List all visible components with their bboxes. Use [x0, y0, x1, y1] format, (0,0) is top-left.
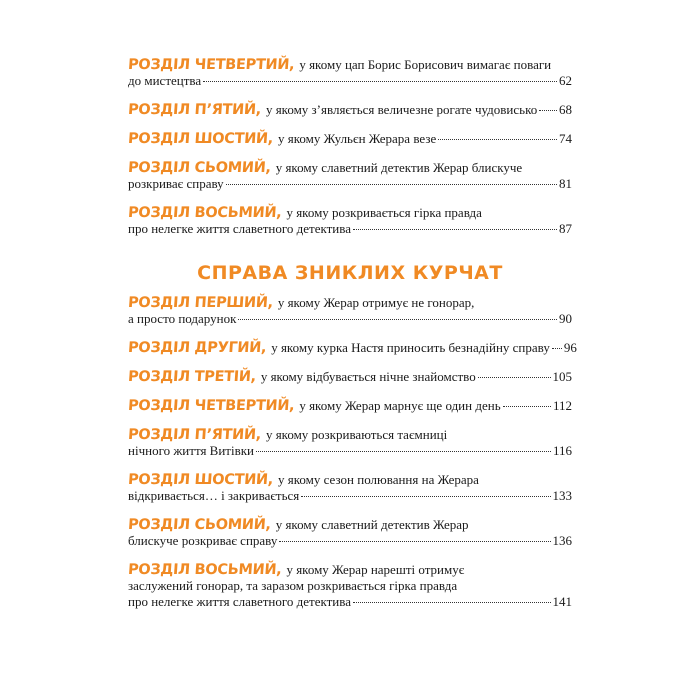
toc-entry[interactable] [128, 472, 572, 504]
page-number: 74 [559, 131, 572, 146]
toc-entry[interactable] [128, 398, 572, 414]
toc-entry-first-line [128, 517, 572, 533]
toc-entry-first-line [128, 102, 572, 118]
chapter-heading: РОЗДІЛ ВОСЬМИЙ, [127, 205, 282, 221]
dot-leader [353, 602, 550, 603]
chapter-heading: РОЗДІЛ П’ЯТИЙ, [127, 427, 262, 443]
dot-leader [279, 541, 550, 542]
chapter-description: нічного життя Витівки [128, 443, 255, 458]
chapter-heading: РОЗДІЛ ШОСТИЙ, [127, 131, 274, 147]
chapter-description: у якому розкривається гірка правда [286, 205, 482, 220]
story-title: СПРАВА ЗНИКЛИХ КУРЧАТ [197, 262, 503, 284]
chapter-heading: РОЗДІЛ ВОСЬМИЙ, [127, 562, 282, 578]
dot-leader [438, 139, 557, 140]
dot-leader [539, 110, 557, 111]
chapter-description: у якому Жульєн Жерара везе [278, 131, 437, 146]
chapter-description: у якому Жерар отримує не гонорар, [277, 295, 475, 310]
toc-entry-first-line [128, 131, 572, 147]
chapter-description: у якому цап Борис Борисович вимагає поваги [299, 57, 552, 72]
toc-entry[interactable] [128, 369, 572, 385]
toc-entry[interactable] [128, 562, 572, 610]
toc-entry-first-line [127, 340, 577, 356]
page-number: 81 [559, 176, 572, 191]
chapter-description: у якому розкриваються таємниці [265, 427, 448, 442]
toc-entry-continuation-line [128, 73, 572, 89]
toc-entry[interactable] [128, 295, 572, 327]
toc-section-1 [128, 57, 572, 250]
page-number: 141 [552, 594, 572, 609]
chapter-description: про нелегке життя славетного детектива [128, 594, 352, 609]
toc-entry-first-line [128, 562, 572, 578]
dot-leader [256, 451, 551, 452]
toc-entry-first-line [128, 472, 572, 488]
page-number: 90 [559, 311, 572, 326]
toc-entry-first-line [128, 369, 572, 385]
chapter-description: а просто подарунок [128, 311, 237, 326]
dot-leader [238, 319, 557, 320]
chapter-heading: РОЗДІЛ СЬОМИЙ, [127, 160, 272, 176]
chapter-description: розкриває справу [128, 176, 224, 191]
chapter-description: у якому сезон полювання на Жерара [278, 472, 479, 487]
dot-leader [203, 81, 557, 82]
dot-leader [552, 348, 562, 349]
page-number: 136 [552, 533, 572, 548]
toc-entry[interactable] [128, 102, 572, 118]
dot-leader [353, 229, 557, 230]
chapter-description: у якому з’являється величезне рогате чудовисько [265, 102, 538, 117]
page-number: 68 [559, 102, 572, 117]
toc-entry-continuation-line [128, 594, 572, 610]
page-number: 62 [559, 73, 572, 88]
chapter-heading: РОЗДІЛ ДРУГИЙ, [127, 340, 267, 356]
toc-entry-continuation-line [128, 578, 572, 594]
page-number: 87 [559, 221, 572, 236]
chapter-heading: РОЗДІЛ ЧЕТВЕРТИЙ, [127, 398, 295, 414]
toc-entry-continuation-line [128, 443, 572, 459]
dot-leader [503, 406, 551, 407]
toc-entry-continuation-line [128, 311, 572, 327]
chapter-heading: РОЗДІЛ ПЕРШИЙ, [127, 295, 274, 311]
toc-entry-first-line [128, 57, 572, 73]
page-number: 96 [563, 340, 577, 355]
chapter-description: у якому відбувається нічне знайомство [260, 369, 476, 384]
toc-section-2 [127, 295, 577, 623]
toc-entry[interactable] [128, 57, 572, 89]
page-number: 116 [552, 443, 572, 458]
toc-entry-continuation-line [128, 488, 572, 504]
dot-leader [301, 496, 550, 497]
toc-entry[interactable] [128, 205, 572, 237]
toc-entry-first-line [128, 205, 572, 221]
chapter-description: у якому славетний детектив Жерар [275, 517, 469, 532]
chapter-description: про нелегке життя славетного детектива [128, 221, 352, 236]
chapter-description: заслужений гонорар, та заразом розкривається гірка правда [128, 578, 458, 593]
toc-entry-first-line [128, 427, 572, 443]
page-number: 105 [552, 369, 572, 384]
toc-entry[interactable] [127, 340, 577, 356]
dot-leader [226, 184, 557, 185]
toc-entry[interactable] [128, 160, 572, 192]
toc-entry-first-line [128, 295, 572, 311]
toc-entry-first-line [128, 398, 572, 414]
dot-leader [478, 377, 551, 378]
chapter-heading: РОЗДІЛ ЧЕТВЕРТИЙ, [127, 57, 295, 73]
toc-entry-first-line [128, 160, 572, 176]
toc-entry[interactable] [128, 131, 572, 147]
chapter-description: до мистецтва [128, 73, 202, 88]
page-number: 112 [552, 398, 572, 413]
toc-entry-continuation-line [128, 533, 572, 549]
chapter-description: у якому курка Настя приносить безнадійну справу [271, 340, 550, 355]
chapter-heading: РОЗДІЛ П’ЯТИЙ, [127, 102, 262, 118]
chapter-description: у якому Жерар марнує ще один день [299, 398, 501, 413]
chapter-heading: РОЗДІЛ СЬОМИЙ, [127, 517, 272, 533]
chapter-heading: РОЗДІЛ ТРЕТІЙ, [127, 369, 257, 385]
chapter-description: у якому Жерар нарешті отримує [286, 562, 465, 577]
toc-entry-continuation-line [128, 221, 572, 237]
chapter-description: блискуче розкриває справу [128, 533, 278, 548]
toc-entry[interactable] [128, 517, 572, 549]
toc-entry[interactable] [128, 427, 572, 459]
toc-entry-continuation-line [128, 176, 572, 192]
page-number: 133 [552, 488, 572, 503]
chapter-description: відкривається… і закривається [128, 488, 300, 503]
chapter-description: у якому славетний детектив Жерар блискуче [275, 160, 523, 175]
chapter-heading: РОЗДІЛ ШОСТИЙ, [127, 472, 274, 488]
